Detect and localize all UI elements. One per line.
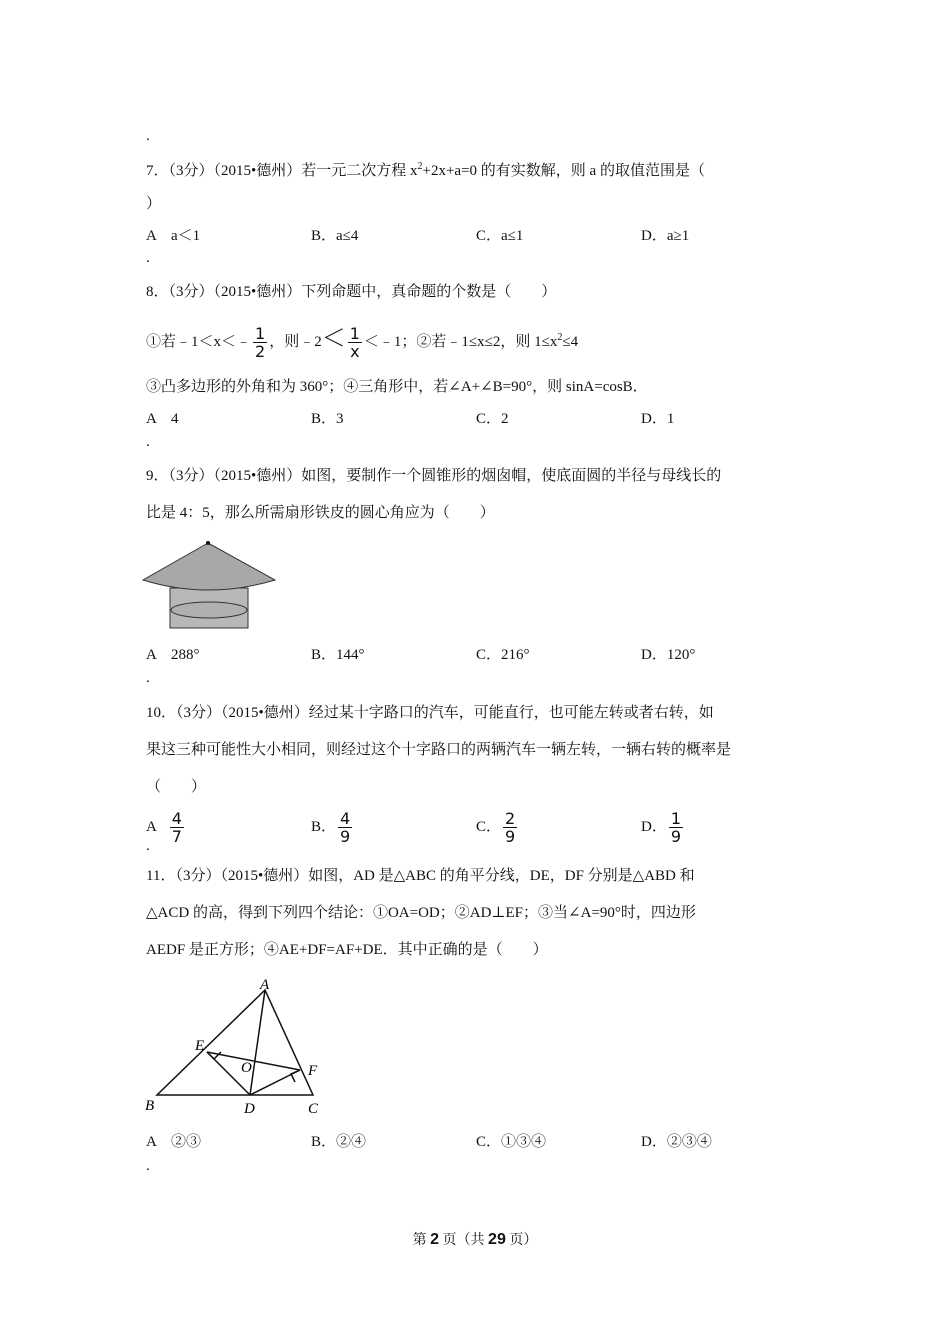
q8-option-b[interactable]: B．3 (311, 411, 344, 427)
q7-option-c[interactable]: C．a≤1 (476, 228, 524, 244)
dot: . (146, 1158, 150, 1174)
chimney-cap-figure (140, 538, 280, 633)
dot: . (146, 838, 150, 854)
q11-stem: 11．（3分）（2015•德州）如图，AD 是△ABC 的角平分线，DE，DF 分别是△ABD 和 (146, 868, 695, 884)
q10-option-a[interactable]: A $\frac{4}{7}$ (146, 809, 182, 846)
label-o: O (241, 1060, 252, 1076)
dot: . (146, 250, 150, 266)
q9-stem: 9．（3分）（2015•德州）如图，要制作一个圆锥形的烟囱帽，使底面圆的半径与母线长的 (146, 468, 722, 484)
label-a: A (260, 977, 270, 993)
q7-option-d[interactable]: D．a≥1 (641, 228, 690, 244)
label-b: B (145, 1098, 155, 1114)
q11-option-b[interactable]: B．②④ (311, 1134, 367, 1150)
label-f: F (308, 1063, 318, 1079)
q9-option-c[interactable]: C．216° (476, 647, 530, 663)
q8-option-d[interactable]: D．1 (641, 411, 675, 427)
q10-option-c[interactable]: C． $\frac{2}{9}$ (476, 809, 516, 846)
q9-option-b[interactable]: B．144° (311, 647, 365, 663)
q7-option-b[interactable]: B．a≤4 (311, 228, 359, 244)
q11-stem-3: AEDF 是正方形；④AE+DF=AF+DE．其中正确的是（ ） (146, 942, 548, 958)
q8-stem: 8．（3分）（2015•德州）下列命题中，真命题的个数是（ ） (146, 284, 557, 300)
q11-stem-2: △ACD 的高，得到下列四个结论：①OA=OD；②AD⊥EF；③当∠A=90°时，四边形 (146, 905, 696, 921)
q10-stem-2: 果这三种可能性大小相同，则经过这个十字路口的两辆汽车一辆左转，一辆右转的概率是 (146, 742, 732, 758)
dot: . (146, 128, 150, 144)
page-footer: 第 2 页（共 29 页） (412, 1231, 538, 1248)
label-c: C (308, 1101, 319, 1117)
dot: . (146, 670, 150, 686)
q8-option-c[interactable]: C．2 (476, 411, 509, 427)
label-d: D (244, 1101, 255, 1117)
q8-statements-2: ③凸多边形的外角和为 360°；④三角形中，若∠A+∠B=90°，则 sinA=cosB． (146, 379, 648, 395)
q9-stem-2: 比是 4：5，那么所需扇形铁皮的圆心角应为（ ） (146, 505, 495, 521)
q11-option-d[interactable]: D．②③④ (641, 1134, 712, 1150)
triangle-figure (140, 975, 340, 1120)
q7-stem-2: ） (146, 196, 162, 212)
q8-statements: ①若﹣1＜x＜﹣ $\frac{1}{2}$ ，则﹣2＜ $\frac{1}{x}$ ＜﹣1；②若﹣1≤x≤2，则 $1\le x^2\le 4$ (146, 324, 579, 362)
q8-option-a[interactable]: A 4 (146, 411, 179, 427)
q9-option-d[interactable]: D．120° (641, 647, 696, 663)
q11-option-a[interactable]: A ②③ (146, 1134, 202, 1150)
q10-stem: 10．（3分）（2015•德州）经过某十字路口的汽车，可能直行，也可能左转或者右转，如 (146, 705, 714, 721)
q10-option-d[interactable]: D． $\frac{1}{9}$ (641, 809, 682, 846)
q10-option-b[interactable]: B． $\frac{4}{9}$ (311, 809, 351, 846)
q9-option-a[interactable]: A 288° (146, 647, 200, 663)
label-e: E (195, 1038, 205, 1054)
dot: . (146, 434, 150, 450)
q11-option-c[interactable]: C．①③④ (476, 1134, 547, 1150)
q7-option-a[interactable]: A a＜1 (146, 228, 201, 244)
q7-stem: 7．（3分）（2015•德州）若一元二次方程 $x^2+2x+a=0$ 的有实数解，则 a 的取值范围是（ (146, 161, 705, 179)
q10-stem-3: （ ） (146, 779, 207, 795)
